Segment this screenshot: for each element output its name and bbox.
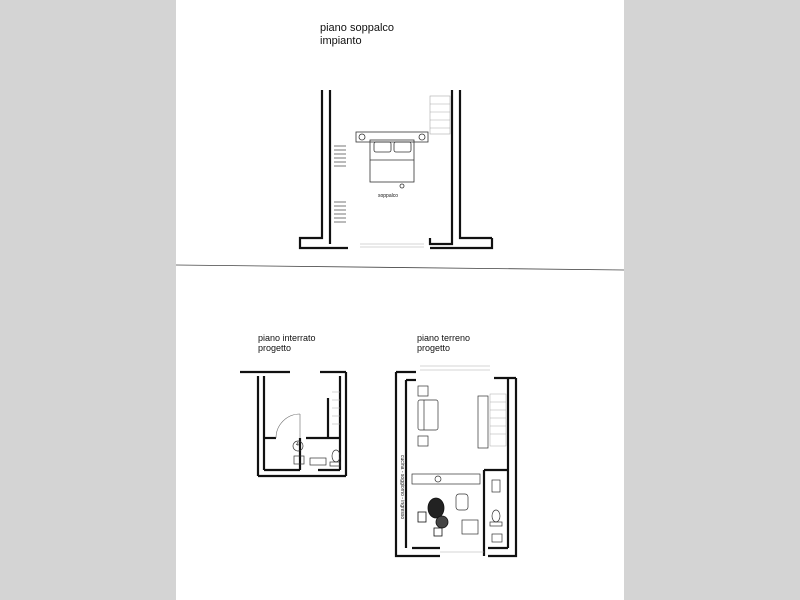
mezzanine-opening <box>360 244 424 247</box>
mezzanine-title <box>320 22 394 47</box>
basement-door-swing <box>276 414 300 438</box>
basement-stair <box>332 392 340 424</box>
ground-floor-title-line1: piano terreno <box>417 333 471 343</box>
living-room-furniture <box>418 386 488 448</box>
basement-plan <box>240 372 346 476</box>
section-divider <box>176 265 624 270</box>
basement-title <box>258 333 316 354</box>
ground-floor-title <box>417 333 470 354</box>
basement-walls <box>240 372 346 476</box>
mezzanine-title-line1: piano soppalco <box>320 22 395 34</box>
ground-stair <box>490 394 506 446</box>
ground-floor-title-line2: progetto <box>417 343 451 354</box>
mezzanine-walls <box>300 90 492 248</box>
mezzanine-stair <box>430 96 450 134</box>
basement-title-line1: piano interrato <box>258 333 316 343</box>
ground-floor-walls <box>396 372 516 556</box>
basement-title-line2: progetto <box>258 343 292 354</box>
mezzanine-title-line2: impianto <box>320 34 362 47</box>
wardrobe-hangers <box>334 146 346 222</box>
room-number: 4 <box>296 442 299 448</box>
mezzanine-plan <box>300 90 492 248</box>
ground-floor-plan <box>396 366 516 556</box>
ground-floor-room-label: cucina - soggiorno - ingresso <box>399 455 405 520</box>
ground-bathroom-fixtures <box>490 480 502 542</box>
mezzanine-room-label: soppalco <box>378 193 399 199</box>
dining-table <box>418 498 448 536</box>
ground-entrance-steps <box>420 366 490 552</box>
double-bed <box>356 132 428 188</box>
